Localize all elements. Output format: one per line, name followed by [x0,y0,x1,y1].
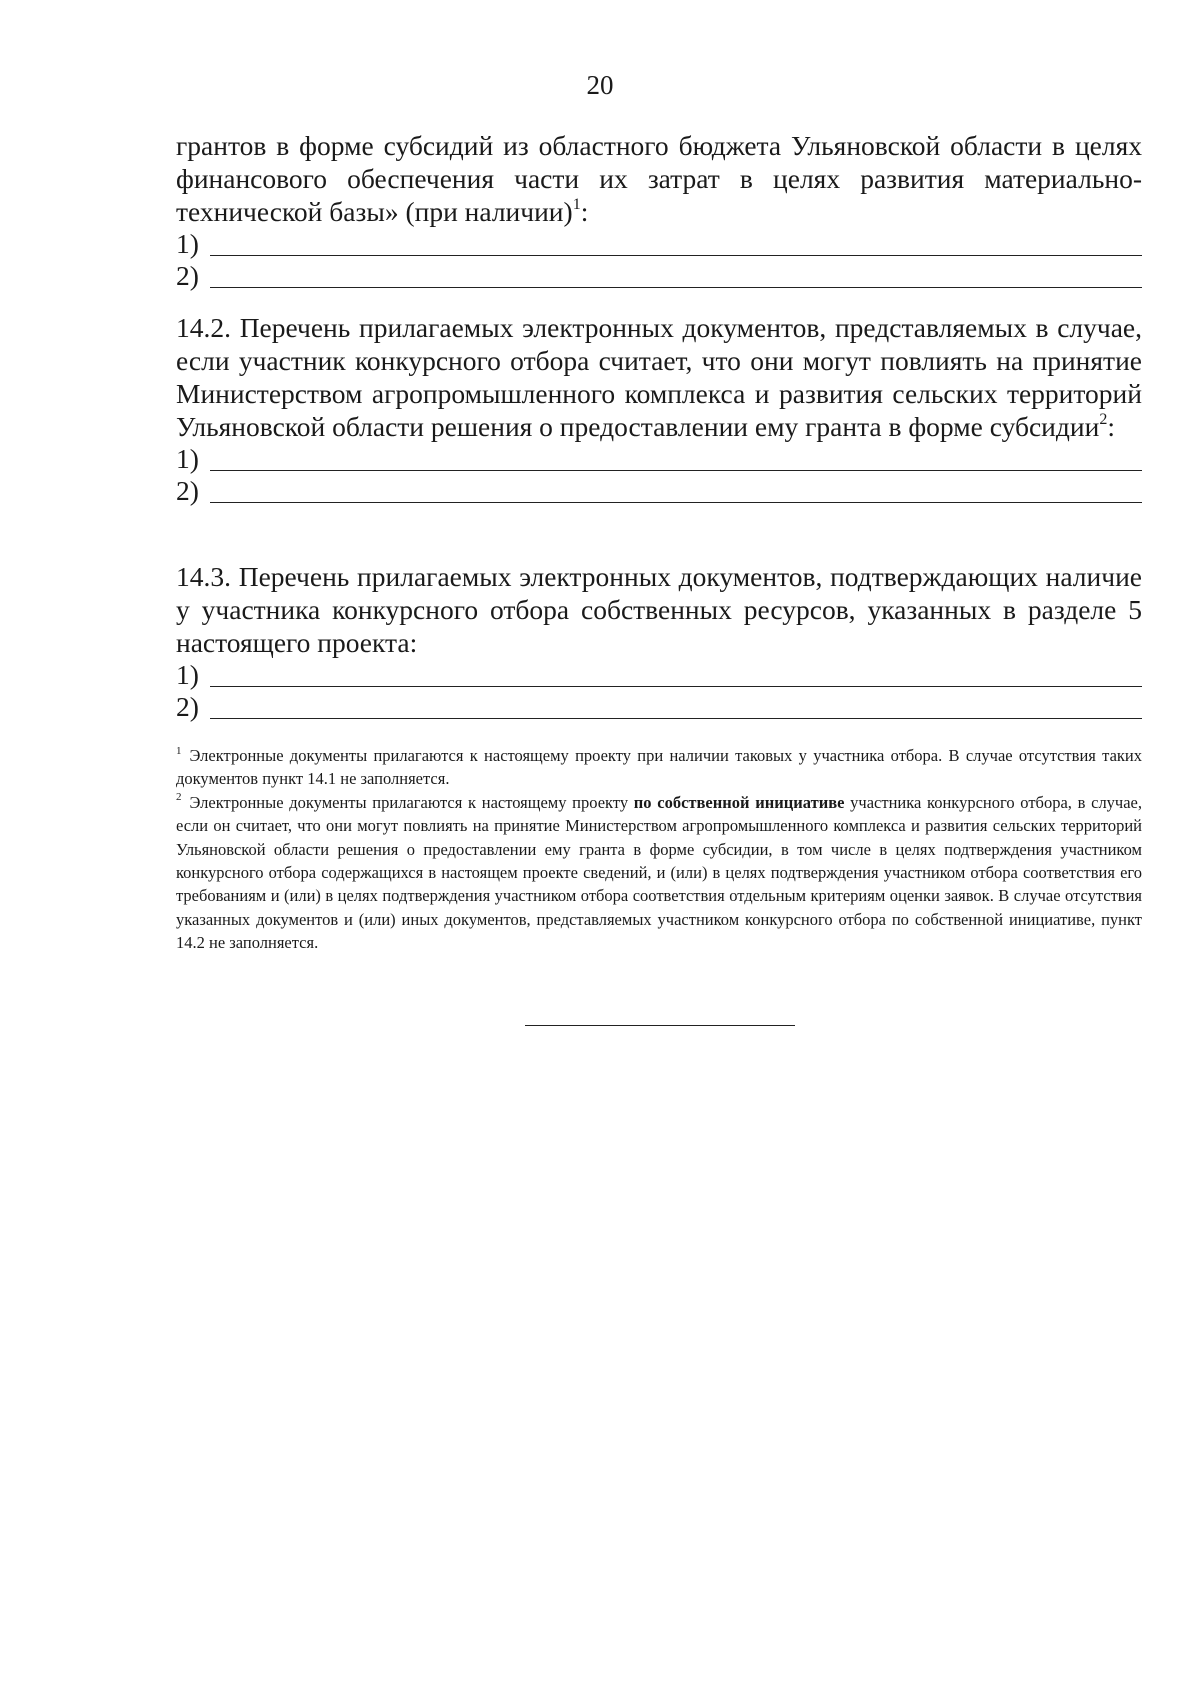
page-number: 20 [586,70,614,100]
blank-line-1: 1) [176,443,1142,475]
blank-line-2: 2) [176,691,1142,723]
blank-field-input[interactable] [210,694,1142,719]
blank-field-input[interactable] [210,662,1142,687]
intro-block [176,129,1142,292]
blank-line-2: 2) [176,260,1142,292]
footnote-2: $^2$ Электронные документы прилагаются к настоящему проекту по собственной инициативе участника конкурсного отбора, в случае, если он считает, что они могут повлиять на принятие Министерством агропромышленного комплекса и развития сельских территорий Ульяновской области решения о предоставлении ему гранта в форме субсидии, в том числе в целях подтверждения участником конкурсного отбора содержащихся в настоящем проекте сведений, и (или) в целях подтверждения участником отбора соответствия его требованиям и (или) в целях подтверждения участником отбора соответствия отдельным критериям оценки заявок. В случае отсутствия указанных документов и (или) иных документов, представляемых участником конкурсного отбора по собственной инициативе, пункт 14.2 не заполняется. [176,791,1142,953]
section-14-2 [176,311,1142,507]
footnote-1: $^1$ Электронные документы прилагаются к настоящему проекту при наличии таковых у участника отбора. В случае отсутствия таких документов пункт 14.1 не заполняется. [176,744,1142,789]
end-rule-divider [525,1025,795,1026]
blank-line-1: 1) [176,228,1142,260]
blank-field-input[interactable] [210,446,1142,471]
blank-field-input[interactable] [210,263,1142,288]
section-14-3-paragraph: 14.3. Перечень прилагаемых электронных документов, подтверждающих наличие у участника конкурсного отбора собственных ресурсов, указанных в разделе 5 настоящего проекта: [176,561,1142,658]
section-14-2-paragraph: 14.2. Перечень прилагаемых электронных документов, представляемых в случае, если участник конкурсного отбора считает, что они могут повлиять на принятие Министерством агропромышленного комплекса и развития сельских территорий Ульяновской области решения о предоставлении ему гранта в форме субсидии$^2$: [176,312,1142,442]
blank-line-2: 2) [176,475,1142,507]
footnote-2-bold: по собственной инициативе [633,792,845,812]
blank-line-1: 1) [176,659,1142,691]
footnote-ref-2[interactable]: 2 [1099,410,1108,428]
footnote-ref-1[interactable]: 1 [572,195,581,213]
blank-field-input[interactable] [210,231,1142,256]
section-14-3 [176,560,1142,723]
blank-field-input[interactable] [210,478,1142,503]
intro-paragraph: грантов в форме субсидий из областного бюджета Ульяновской области в целях финансового обеспечения части их затрат в целях развития материально-технической базы» (при наличии)$^1$: [176,130,1142,227]
footnotes [176,744,1142,955]
